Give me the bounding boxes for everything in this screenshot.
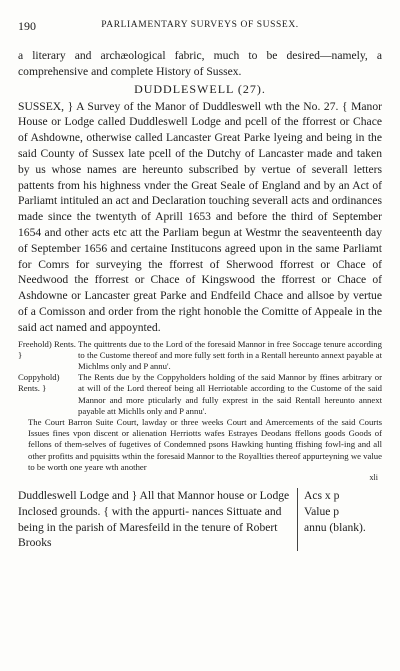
freehold-entry: [18, 339, 382, 373]
copyhold-text: The Rents due by the Coppyholders holding of the said Mannor by ffines arbitrary or at will of the Lord thereof being all Herriotable according to the Custome of the said Mannor and more pticularly and fully exprest in the said Rentall hereunto annext payable att Michlls only and P annu'.: [78, 372, 382, 416]
final-entry: [18, 488, 382, 551]
final-entry-text: Duddleswell Lodge and } All that Mannor house or Lodge Inclosed grounds. { with the appurti- nances Sittuate and being in the parish of Maresfeild in the tenure of Robert Brooks: [18, 488, 290, 550]
page-number: 190: [18, 19, 36, 33]
court-value-note: xli: [369, 472, 378, 482]
final-entry-valuation: [297, 488, 382, 551]
copyhold-label: Coppyhold) Rents. }: [18, 372, 60, 394]
valuation-line: Acs x p: [304, 488, 340, 502]
survey-paragraph: SUSSEX, } A Survey of the Manor of Duddleswell wth the No. 27. { Manor House or Lodge called Duddleswell Lodge and pcell of the fforrest or Chace of Ashdowne, otherwise called Lancaster Great Parke lyeing and being in the said County of Sussex late pcell of the Dutchy of Lancaster made and taken by us whose names are hereunto subscribed by vertue of severall letters pattents from his highness vnder the Great Seale of England and by an Act of Parliamt intituled an act and Declaration touching severall acts and ordinances made since the twentyth of Aprill 1653 and before the third of September 1654 and other acts etc att the Parliam begun at Westmr the seaventeenth day of September 1656 and certaine Institucons agreed upon in the same Parliamt for Comrs for surveying the fforrest of Sherwood fforrest or Chace of Needwood the fforrest or Chace of Kingswood the fforrest or Chace of Ashdowne or Lancaster great Parke and Endfeild Chace and allsoe by vertue of a Comisson and order from the right honoble the Comitte of Appeale in the said act named and appoynted.: [18, 99, 382, 334]
running-title: PARLIAMENTARY SURVEYS OF SUSSEX.: [101, 20, 299, 30]
valuation-line: Value p: [304, 504, 340, 518]
freehold-label: Freehold) Rents. }: [18, 338, 76, 360]
section-title: DUDDLESWELL (27).: [134, 81, 266, 96]
page-body: [18, 48, 382, 551]
copyhold-entry: [18, 372, 382, 417]
court-paragraph: The Court Barron Suite Court, lawday or three weeks Court and Amercements of the said Courts Issues fines vpon discent or alienation Herriotts wafes Estrayes Deodans ffellons goods Goods of fellons of them-selves of fugetives of Condemned psons Hawking hunting ffishing fowl-ing and all other profitts and pquisitts wthin the foresaid Mannor to the Royallties thereof appurteyning we value to be worth one yeare wth another: [28, 416, 382, 472]
page-header: [18, 19, 382, 35]
valuation-line: annu (blank).: [304, 520, 366, 534]
freehold-text: The quittrents due to the Lord of the foresaid Mannor in free Soccage tenure according to the Custome thereof and more fully sett forth in a Rentall hereunto annext payable at Michlms only and P annu'.: [78, 338, 382, 371]
intro-paragraph: a literary and archæological fabric, much to be desired—namely, a comprehensive and complete History of Sussex.: [18, 49, 382, 78]
